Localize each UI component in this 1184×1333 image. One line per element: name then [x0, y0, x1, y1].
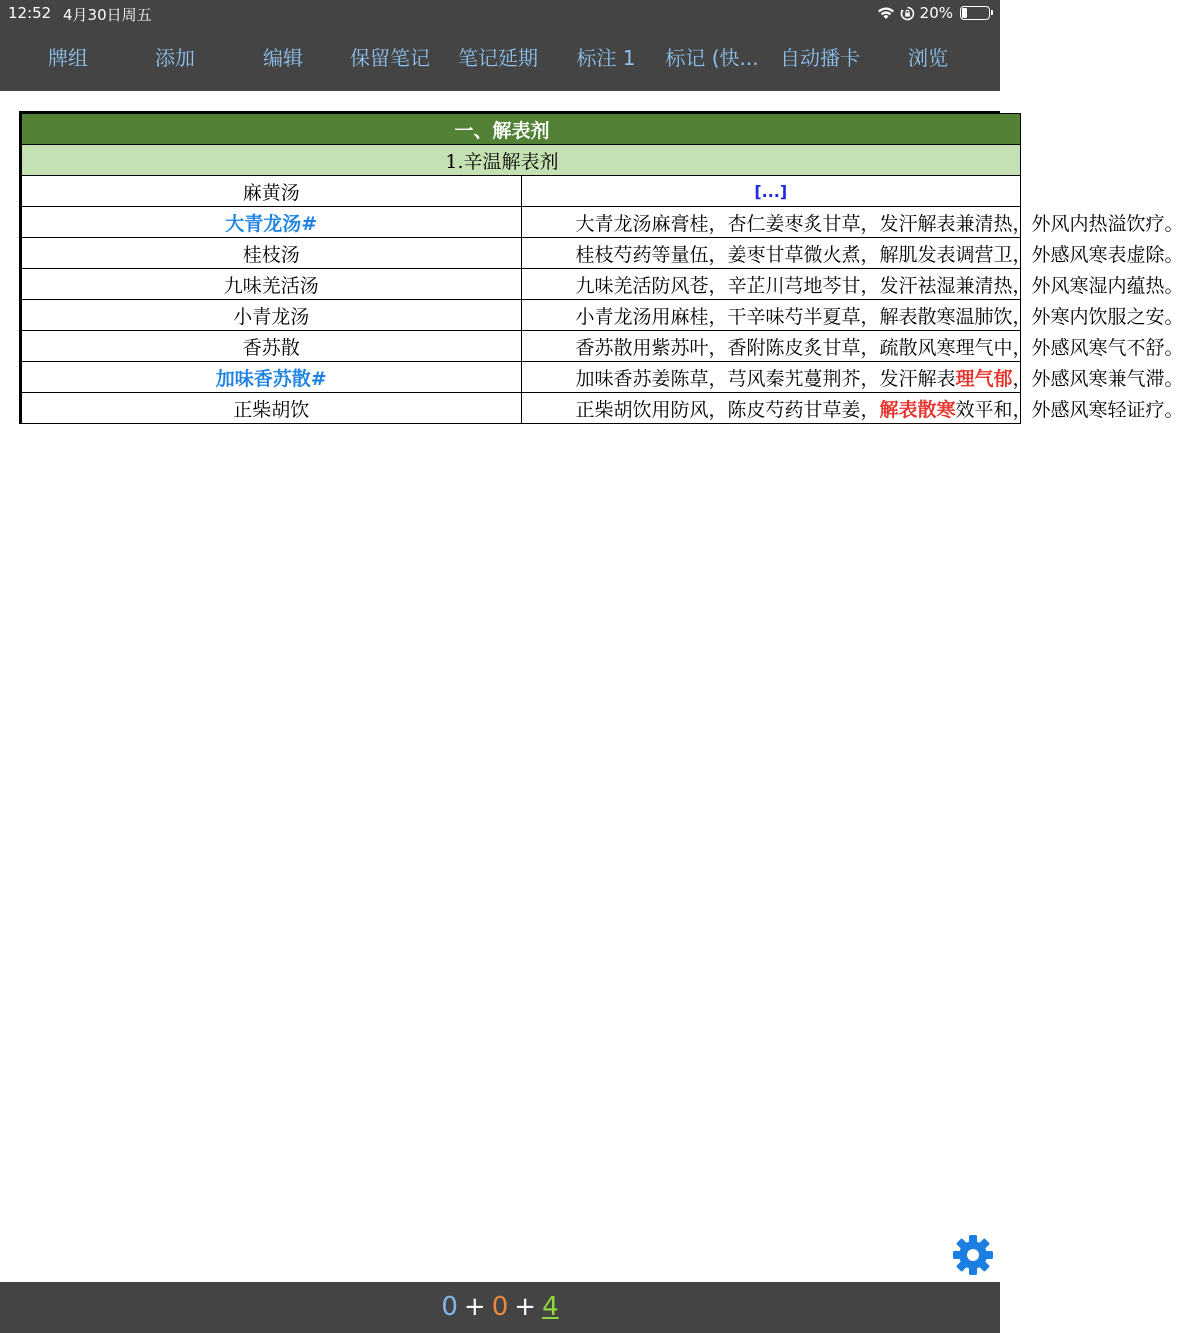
cloze-placeholder[interactable]: [...] [754, 182, 788, 201]
wifi-icon [877, 6, 895, 20]
battery-percent: 20% [919, 4, 953, 22]
formula-verse: 九味羌活防风苍，辛芷川芎地芩甘，发汗祛湿兼清热，外风寒湿内蕴热。 [521, 269, 1021, 300]
formula-name-link[interactable]: 加味香苏散# [22, 362, 522, 393]
browse-button[interactable]: 浏览 [908, 46, 948, 70]
decks-button[interactable]: 牌组 [48, 46, 88, 70]
section-header: 一、解表剂 [22, 114, 1021, 145]
gear-icon[interactable] [952, 1234, 994, 1276]
bury-note-button[interactable]: 保留笔记 [350, 46, 430, 70]
table-row [22, 238, 1021, 269]
verse-part: 正柴胡饮用防风，陈皮芍药甘草姜， [575, 398, 880, 421]
formula-verse: 桂枝芍药等量伍，姜枣甘草微火煮，解肌发表调营卫，外感风寒表虚除。 [521, 238, 1021, 269]
mark-button[interactable]: 标记 (快... [665, 46, 759, 70]
review-count: 4 [542, 1292, 559, 1322]
top-bar [0, 0, 1000, 91]
formula-verse: 小青龙汤用麻桂，干辛味芍半夏草，解表散寒温肺饮，外寒内饮服之安。 [521, 300, 1021, 331]
toolbar [0, 36, 1000, 80]
plus-sign: + [514, 1292, 537, 1322]
autoplay-button[interactable]: 自动播卡 [780, 46, 860, 70]
rotation-lock-icon [900, 6, 915, 21]
subsection-header: 1.辛温解表剂 [22, 145, 1021, 176]
formula-name-link[interactable]: 大青龙汤# [22, 207, 522, 238]
formula-name: 小青龙汤 [22, 300, 522, 331]
section-header-row [22, 114, 1021, 145]
table-row [22, 207, 1021, 238]
status-bar [0, 0, 1000, 26]
battery-level [962, 8, 967, 18]
plus-sign: + [463, 1292, 486, 1322]
formula-verse [521, 362, 1184, 393]
bottom-bar[interactable] [0, 1282, 1000, 1333]
card-content [19, 111, 1184, 424]
formula-name: 桂枝汤 [22, 238, 522, 269]
table-row [22, 176, 1021, 207]
new-count: 0 [441, 1292, 458, 1322]
battery-icon [960, 6, 990, 20]
formula-verse [521, 393, 1184, 424]
learning-count: 0 [491, 1292, 509, 1322]
suspend-note-button[interactable]: 笔记延期 [458, 46, 538, 70]
formula-verse: 大青龙汤麻膏桂，杏仁姜枣炙甘草，发汗解表兼清热，外风内热溢饮疗。 [521, 207, 1021, 238]
table-row [22, 331, 1021, 362]
verse-part: 效平和，外感风寒轻证疗。 [955, 398, 1184, 421]
status-indicators [877, 3, 990, 23]
table-row [22, 362, 1021, 393]
flag-button[interactable]: 标注 1 [576, 46, 636, 70]
table-row [22, 269, 1021, 300]
table-row [22, 393, 1021, 424]
formula-verse: 香苏散用紫苏叶，香附陈皮炙甘草，疏散风寒理气中，外感风寒气不舒。 [521, 331, 1021, 362]
subsection-header-row [22, 145, 1021, 176]
verse-highlight: 理气郁 [955, 367, 1013, 390]
formula-table [21, 113, 1184, 424]
status-date: 4月30日周五 [63, 6, 152, 24]
verse-part: 加味香苏姜陈草，芎风秦艽蔓荆芥，发汗解表 [575, 367, 956, 390]
formula-name: 九味羌活汤 [22, 269, 522, 300]
status-time: 12:52 [8, 4, 52, 22]
verse-highlight: 解表散寒 [879, 398, 956, 421]
formula-name: 麻黄汤 [22, 176, 522, 207]
add-button[interactable]: 添加 [155, 46, 195, 70]
edit-button[interactable]: 编辑 [263, 46, 303, 70]
table-row [22, 300, 1021, 331]
formula-name: 香苏散 [22, 331, 522, 362]
formula-name: 正柴胡饮 [22, 393, 522, 424]
verse-part: ，外感风寒兼气滞。 [1012, 367, 1184, 390]
cloze-cell [521, 176, 1021, 207]
